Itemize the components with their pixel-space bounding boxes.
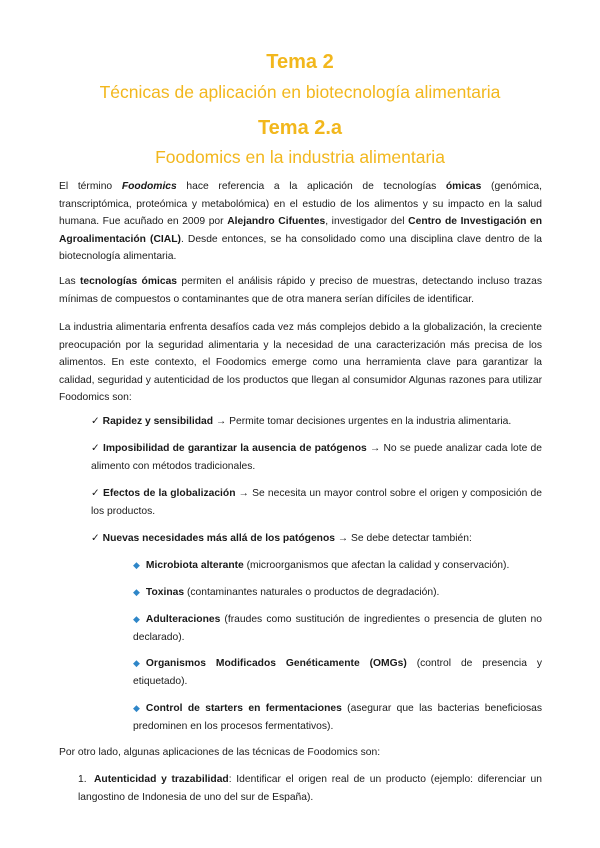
diamond-bullet-icon: ◆ xyxy=(133,658,140,668)
check-icon: ✓ xyxy=(91,488,100,499)
numbered-item: 1. Autenticidad y trazabilidad: Identificar el origen real de un producto (ejemplo: diferenciar un langostino de Indonesia de uno del sur de España). xyxy=(78,771,542,806)
list-item: ✓ Imposibilidad de garantizar la ausencia de patógenos → No se puede analizar cada lote de alimento con métodos tradicionales. xyxy=(91,443,542,472)
sub-list-item: ◆ Toxinas (contaminantes naturales o productos de degradación). xyxy=(133,584,542,602)
check-icon: ✓ xyxy=(91,443,100,454)
diamond-bullet-icon: ◆ xyxy=(133,703,140,713)
sub-list-item: ◆ Control de starters en fermentaciones (asegurar que las bacterias beneficiosas predominen en los procesos fermentativos). xyxy=(133,700,542,735)
sub-list-item: ◆ Microbiota alterante (microorganismos que afectan la calidad y conservación). xyxy=(133,557,542,575)
foodomics-term: Foodomics xyxy=(121,181,177,192)
check-icon: ✓ xyxy=(91,416,100,427)
list-item: ✓ Efectos de la globalización → Se necesita un mayor control sobre el origen y composición de los productos. xyxy=(91,488,542,517)
industry-paragraph: La industria alimentaria enfrenta desafíos cada vez más complejos debido a la globalización, la creciente preocupación por la seguridad alimentaria y la necesidad de una caracterización más precisa de los alimentos. En este contexto, el Foodomics emerge como una herramienta clave para garantizar la calidad, seguridad y autenticidad de los productos que llegan al consumidor Algunas razones para utilizar Foodomics son: xyxy=(59,322,542,404)
page-subtitle: Técnicas de aplicación en biotecnología alimentaria xyxy=(99,82,501,102)
item-number: 1. xyxy=(78,774,87,785)
list-item: ✓ Nuevas necesidades más allá de los patógenos → Se debe detectar también: xyxy=(91,533,472,544)
section-subtitle: Foodomics en la industria alimentaria xyxy=(155,147,445,167)
intro-paragraph: El término Foodomics hace referencia a la aplicación de tecnologías ómicas (genómica, transcriptómica, proteómica y metabolómica) en el estudio de los alimentos y su impacto en la salud humana. Fue acuñado en 2009 por Alejandro Cifuentes, investigador del Centro de Investigación en Agroalimentación (CIAL). Desde entonces, se ha consolidado como una disciplina clave dentro de la biotecnología alimentaria. xyxy=(59,181,543,263)
check-icon: ✓ xyxy=(91,533,100,544)
center-name: Centro de Investigación en Agroalimentación (CIAL) xyxy=(59,216,543,245)
diamond-bullet-icon: ◆ xyxy=(133,614,140,624)
applications-intro: Por otro lado, algunas aplicaciones de las técnicas de Foodomics son: xyxy=(59,747,381,758)
list-item: ✓ Rapidez y sensibilidad → Permite tomar decisiones urgentes en la industria alimentaria. xyxy=(91,416,512,427)
omics-paragraph: Las tecnologías ómicas permiten el análisis rápido y preciso de muestras, detectando incluso trazas mínimas de compuestos o contaminantes que de otra manera serían difíciles de identificar. xyxy=(59,276,542,305)
sub-list-item: ◆ Adulteraciones (fraudes como sustitución de ingredientes o presencia de gluten no declarado). xyxy=(133,611,542,646)
author-name: Alejandro Cifuentes xyxy=(227,216,326,228)
page-title: Tema 2 xyxy=(266,51,334,73)
omicas-term: ómicas xyxy=(445,181,482,192)
sub-list-item: ◆ Organismos Modificados Genéticamente (OMGs) (control de presencia y etiquetado). xyxy=(133,655,542,690)
section-title: Tema 2.a xyxy=(257,117,343,139)
diamond-bullet-icon: ◆ xyxy=(133,587,140,597)
diamond-bullet-icon: ◆ xyxy=(133,560,140,570)
